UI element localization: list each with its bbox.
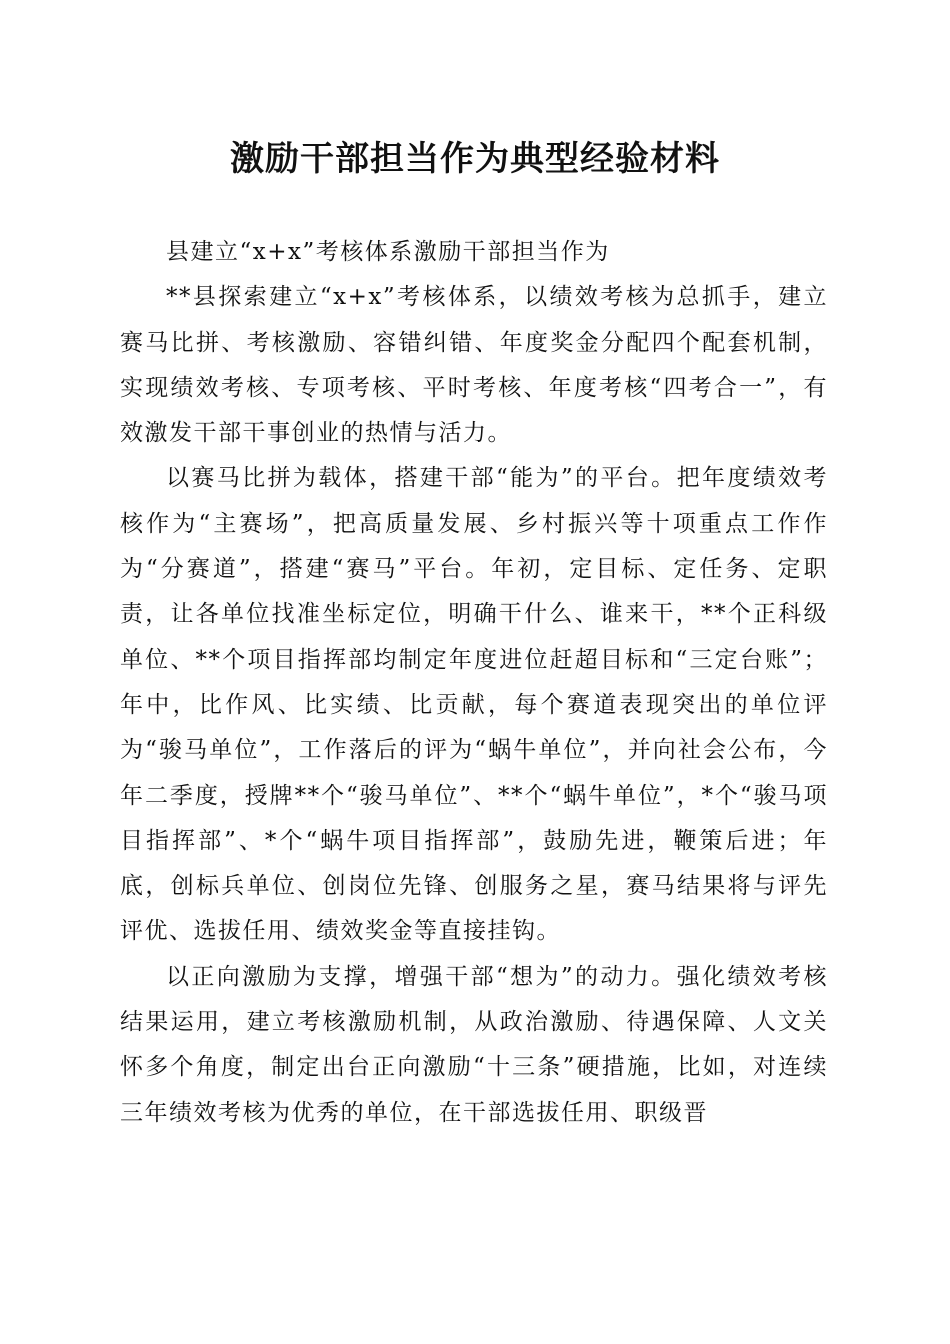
body-paragraph: **县探索建立“x+x”考核体系，以绩效考核为总抓手，建立赛马比拼、考核激励、容错纠错、年度奖金分配四个配套机制，实现绩效考核、专项考核、平时考核、年度考核“四考合一”，有效激发干部干事创业的热情与活力。 [120,284,828,447]
document-title: 激励干部担当作为典型经验材料 [230,139,720,179]
body-paragraph: 以赛马比拼为载体，搭建干部“能为”的平台。把年度绩效考核作为“主赛场”，把高质量发展、乡村振兴等十项重点工作作为“分赛道”，搭建“赛马”平台。年初，定目标、定任务、定职责，让各单位找准坐标定位，明确干什么、谁来干，**个正科级单位、**个项目指挥部均制定年度进位赶超目标和“三定台账”；年中，比作风、比实绩、比贡献，每个赛道表现突出的单位评为“骏马单位”，工作落后的评为“蜗牛单位”，并向社会公布，今年二季度，授牌**个“骏马单位”、**个“蜗牛单位”，*个“骏马项目指挥部”、*个“蜗牛项目指挥部”，鼓励先进，鞭策后进；年底，创标兵单位、创岗位先锋、创服务之星，赛马结果将与评先评优、选拔任用、绩效奖金等直接挂钩。 [120,465,828,945]
subtitle-paragraph: 县建立“x+x”考核体系激励干部担当作为 [166,239,610,265]
body-paragraph: 以正向激励为支撑，增强干部“想为”的动力。强化绩效考核结果运用，建立考核激励机制，从政治激励、待遇保障、人文关怀多个角度，制定出台正向激励“十三条”硬措施，比如，对连续三年绩效考核为优秀的单位，在干部选拔任用、职级晋 [120,963,828,1126]
document-body [120,230,828,1136]
